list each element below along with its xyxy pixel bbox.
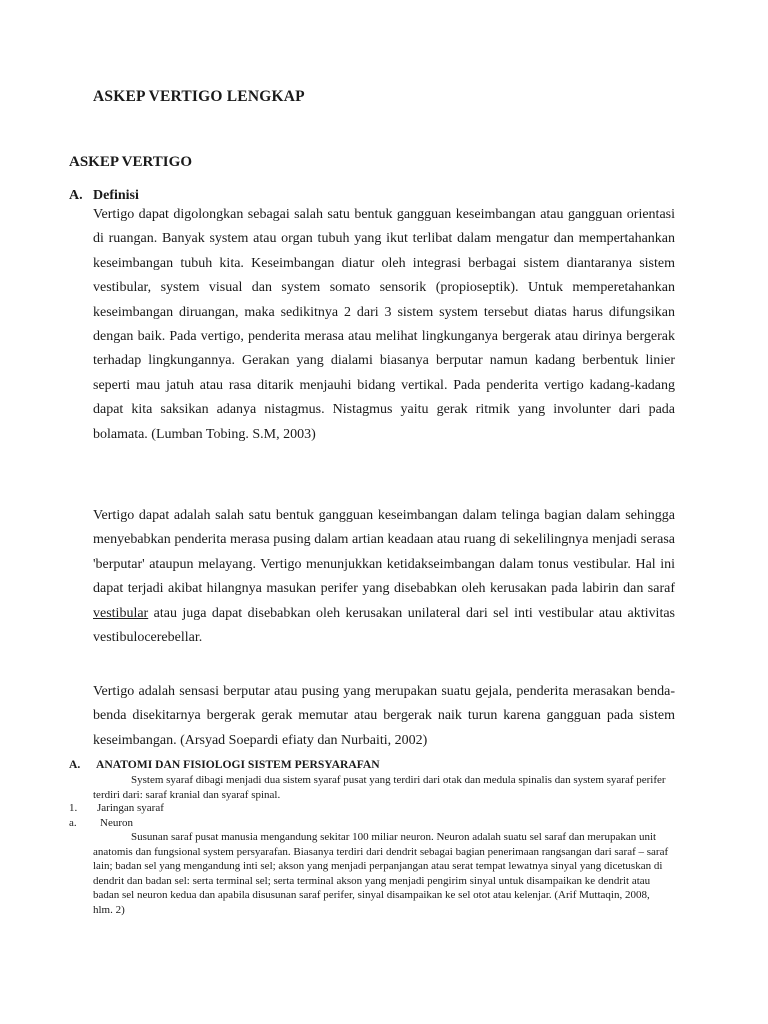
anatomi-heading	[69, 758, 380, 771]
anatomi-intro: System syaraf dibagi menjadi dua sistem syaraf pusat yang terdiri dari otak dan medula spinalis dan system syaraf perifer terdiri dari: saraf kranial dan syaraf spinal.	[93, 774, 666, 801]
anatomi-label: ANATOMI DAN FISIOLOGI SISTEM PERSYARAFAN	[96, 758, 380, 771]
definisi-paragraph-2	[93, 504, 675, 650]
list-item-neuron	[69, 816, 133, 831]
list-item-jaringan-syaraf	[69, 801, 164, 816]
list-item-a-label: Neuron	[100, 817, 133, 829]
document-title: ASKEP VERTIGO LENGKAP	[93, 88, 305, 105]
definisi-number: A.	[69, 188, 83, 203]
list-item-1-number: 1.	[69, 802, 78, 814]
paragraph-2-text-after: atau juga dapat disebabkan oleh kerusakan unilateral dari sel inti vestibular atau aktivitas vestibulocerebellar.	[93, 605, 675, 646]
definisi-paragraph-1: Vertigo dapat digolongkan sebagai salah satu bentuk gangguan keseimbangan atau gangguan orientasi di ruangan. Banyak system atau organ tubuh yang ikut terlibat dalam mengatur dan mempertahankan keseimbangan tubuh kita. Keseimbangan diatur oleh integrasi berbagai sistem diantaranya sistem vestibular, system visual dan system somato sensorik (propioseptik). Untuk memperetahankan keseimbangan diruangan, maka sedikitnya 2 dari 3 sistem system tersebut diatas harus difungsikan dengan baik. Pada vertigo, penderita merasa atau melihat lingkunganya bergerak atau dirinya bergerak terhadap lingkungannya. Gerakan yang dialami biasanya berputar namun kadang berbentuk linier seperti mau jatuh atau rasa ditarik menjauhi bidang vertikal. Pada penderita vertigo kadang-kadang dapat kita saksikan adanya nistagmus. Nistagmus yaitu gerak ritmik yang involunter dari pada bolamata. (Lumban Tobing. S.M, 2003)	[93, 207, 675, 442]
vestibular-link[interactable]: vestibular	[93, 605, 149, 621]
section-title: ASKEP VERTIGO	[69, 154, 192, 170]
list-item-a-number: a.	[69, 817, 77, 829]
definisi-label: Definisi	[93, 188, 139, 203]
neuron-paragraph: Susunan saraf pusat manusia mengandung sekitar 100 miliar neuron. Neuron adalah suatu sel saraf dan merupakan unit anatomis dan fungsional system persyarafan. Biasanya terdiri dari dendrit sebagai bagian penerimaan rangsangan dari saraf – saraf lain; badan sel yang mengandung inti sel; akson yang menjadi perpanjangan atau serat tempat lewatnya sinyal yang dicetuskan di dendrit dan badan sel: serta terminal sel; serta terminal akson yang menjadi pengirim sinyal untuk disampaikan ke dendrit atau badan sel neuron kedua dan apabila disusunan saraf perifer, sinyal disampaikan ke sel otot atau kelenjar. (Arif Muttaqin, 2008, hlm. 2)	[93, 831, 669, 916]
definisi-paragraph-3: Vertigo adalah sensasi berputar atau pusing yang merupakan suatu gejala, penderita merasakan benda-benda disekitarnya bergerak gerak memutar atau bergerak naik turun karena gangguan pada sistem keseimbangan. (Arsyad Soepardi efiaty dan Nurbaiti, 2002)	[93, 684, 675, 748]
paragraph-2-text-before: Vertigo dapat adalah salah satu bentuk gangguan keseimbangan dalam telinga bagian dalam sehingga menyebabkan penderita merasa pusing dalam artian keadaan atau ruang di sekelilingnya menjadi serasa 'berputar' ataupun melayang. Vertigo menunjukkan ketidakseimbangan dalam tonus vestibular. Hal ini dapat terjadi akibat hilangnya masukan perifer yang disebabkan oleh kerusakan pada labirin dan saraf	[93, 508, 675, 597]
anatomi-number: A.	[69, 758, 81, 771]
definisi-heading	[69, 188, 139, 204]
list-item-1-label: Jaringan syaraf	[97, 802, 164, 814]
